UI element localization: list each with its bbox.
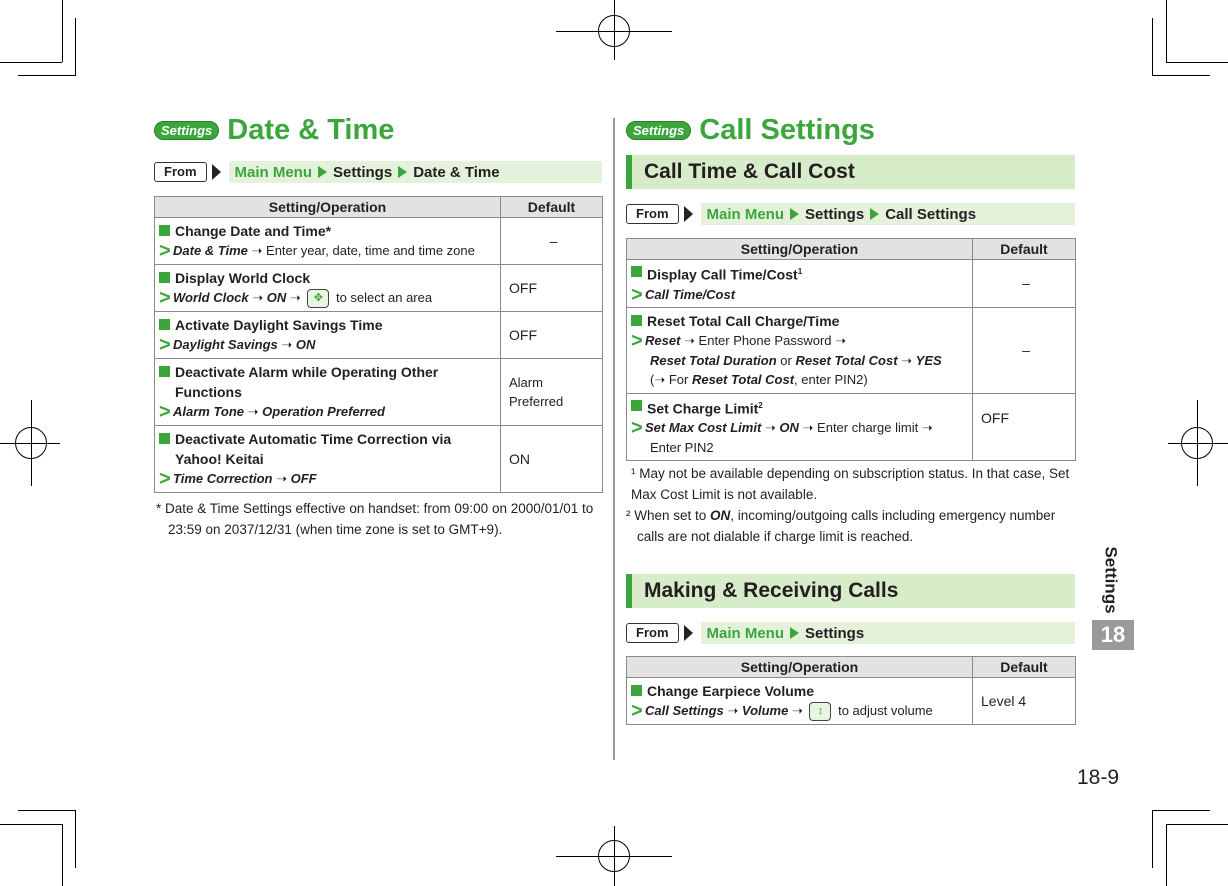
default-value: OFF [501, 312, 603, 359]
triangle-right-icon [870, 208, 879, 220]
arrow-icon [684, 625, 693, 641]
menu-path [626, 203, 1075, 225]
footnote [626, 505, 1077, 547]
section-heading [154, 114, 394, 147]
footnote-text: ² When set to [626, 508, 711, 523]
operation-text: ➝ Enter charge limit ➝ [798, 420, 933, 436]
operation-step: OFF [290, 471, 317, 486]
setting-title: Activate Daylight Savings Time [175, 317, 383, 333]
page-number: 18-9 [1077, 766, 1120, 789]
operation-text: Enter PIN2 [650, 440, 714, 456]
accent-edge [626, 155, 632, 189]
triangle-right-icon [398, 166, 407, 178]
operation-text: (➝ For [650, 372, 692, 388]
section-heading [626, 114, 875, 147]
operation-step: Time Correction [173, 471, 273, 486]
crop-mark [0, 824, 62, 825]
breadcrumb-item: Call Settings [885, 205, 977, 223]
breadcrumb-item: Date & Time [413, 163, 500, 181]
setting-title: Change Date and Time* [175, 223, 332, 239]
column-divider [613, 118, 615, 760]
crop-mark [1166, 0, 1167, 62]
chevron-right-icon: > [631, 417, 643, 440]
crop-mark [62, 824, 63, 886]
navigation-key-icon: ↕ [809, 702, 831, 721]
operation-step: Call Time/Cost [645, 286, 736, 302]
column-header: Setting/Operation [155, 197, 501, 218]
subsection-bar [626, 574, 1075, 608]
page-title: Call Settings [699, 114, 875, 146]
setting-title: Deactivate Alarm while Operating Other Functions [175, 364, 439, 400]
chevron-right-icon: > [631, 330, 643, 353]
bullet-icon [159, 433, 170, 444]
footnote-emphasis: ON [710, 508, 731, 523]
setting-title: Display World Clock [175, 269, 311, 286]
from-label: From [626, 623, 679, 643]
breadcrumb [701, 622, 1076, 644]
footnote: ¹ May not be available depending on subscription status. In that case, Set Max Cost Limit is not available. [631, 466, 1070, 502]
chevron-right-icon: > [159, 334, 171, 356]
crop-mark [1197, 400, 1198, 486]
crop-mark [614, 0, 615, 60]
operation-step: Operation Preferred [262, 404, 385, 419]
bullet-icon [631, 685, 642, 696]
bullet-icon [631, 266, 642, 277]
crop-mark [1166, 824, 1167, 886]
column-header: Default [973, 657, 1076, 678]
settings-badge: Settings [154, 121, 219, 140]
operation-step: Reset Total Cost [795, 353, 898, 369]
chevron-right-icon: > [631, 283, 643, 306]
from-label: From [626, 204, 679, 224]
table-row [155, 265, 603, 312]
table-row [155, 426, 603, 493]
operation-text: ➝ [272, 471, 291, 486]
crop-mark [1166, 62, 1228, 63]
default-value: OFF [501, 265, 603, 312]
operation-text: ➝ [277, 337, 296, 352]
operation-step: World Clock [173, 289, 249, 305]
operation-step: Reset Total Duration [650, 353, 777, 369]
table-row [155, 218, 603, 265]
operation-text: to select an area [332, 289, 433, 305]
from-label: From [154, 162, 207, 182]
operation-step: Date & Time [173, 243, 248, 258]
crop-mark [18, 75, 76, 76]
breadcrumb-item: Main Menu [706, 624, 784, 642]
default-value: OFF [973, 393, 1076, 460]
menu-path [626, 622, 1075, 644]
setting-title: Deactivate Automatic Time Correction via Yahoo! Keitai [175, 431, 452, 467]
default-value: Alarm Preferred [501, 359, 603, 426]
crop-mark [0, 443, 60, 444]
column-header: Setting/Operation [627, 657, 973, 678]
operation-text: to adjust volume [834, 702, 933, 718]
settings-table [626, 238, 1076, 461]
crop-mark [1168, 443, 1228, 444]
setting-title: Display Call Time/Cost [647, 266, 798, 283]
footnote-text: , incoming/outgoing calls including emergency number calls are not dialable if charge limit is reached. [637, 508, 1056, 544]
bullet-icon [631, 315, 642, 326]
column-header: Setting/Operation [627, 239, 973, 260]
chevron-right-icon: > [159, 401, 171, 423]
setting-title: Reset Total Call Charge/Time [647, 313, 840, 330]
operation-step: Volume [741, 702, 789, 718]
bullet-icon [159, 319, 170, 330]
breadcrumb-item: Settings [805, 205, 865, 223]
breadcrumb [229, 161, 603, 183]
crop-mark [1152, 18, 1153, 76]
operation-text: ➝ [248, 289, 267, 305]
triangle-right-icon [790, 208, 799, 220]
chevron-right-icon: > [631, 699, 643, 722]
default-value: – [501, 218, 603, 265]
breadcrumb-item: Main Menu [706, 205, 784, 223]
operation-text: ➝ [761, 420, 780, 436]
chapter-label-text: Settings [1102, 546, 1121, 614]
table-row [155, 312, 603, 359]
breadcrumb-item: Main Menu [234, 163, 312, 181]
table-row [627, 307, 1076, 393]
crop-mark [1152, 75, 1210, 76]
crop-mark [1152, 810, 1210, 811]
operation-text: , enter PIN2) [794, 372, 868, 388]
chevron-right-icon: > [159, 468, 171, 490]
triangle-right-icon [790, 627, 799, 639]
subsection-title: Making & Receiving Calls [644, 579, 899, 602]
bullet-icon [159, 225, 170, 236]
footnote-ref: 1 [797, 267, 803, 276]
crop-mark [75, 18, 76, 76]
default-value: – [973, 260, 1076, 308]
settings-badge: Settings [626, 121, 691, 140]
operation-step: Call Settings [645, 702, 724, 718]
settings-table [626, 656, 1076, 725]
arrow-icon [212, 164, 221, 180]
crop-mark [31, 400, 32, 486]
operation-text: ➝ Enter year, date, time and time zone [247, 243, 475, 258]
chevron-right-icon: > [159, 240, 171, 262]
arrow-icon [684, 206, 693, 222]
footnote-ref: 2 [758, 400, 763, 410]
operation-step: Reset Total Cost [691, 372, 795, 388]
bullet-icon [159, 272, 170, 283]
crop-mark [18, 810, 76, 811]
bullet-icon [631, 400, 642, 411]
operation-step: ON [779, 420, 799, 436]
operation-step: Set Max Cost Limit [645, 420, 762, 436]
table-row [155, 359, 603, 426]
chevron-right-icon: > [159, 286, 171, 309]
menu-path [154, 161, 602, 183]
operation-step: Alarm Tone [173, 404, 245, 419]
page-title: Date & Time [227, 114, 395, 146]
chapter-tab: 18 [1092, 620, 1134, 650]
bullet-icon [159, 366, 170, 377]
breadcrumb-item: Settings [805, 624, 865, 642]
navigation-key-icon: ✥ [307, 289, 329, 308]
setting-title: Set Charge Limit [647, 400, 759, 417]
triangle-right-icon [318, 166, 327, 178]
operation-text: ➝ Enter Phone Password ➝ [680, 333, 847, 349]
crop-mark [1166, 824, 1228, 825]
operation-text: ➝ [897, 353, 916, 369]
table-row [627, 260, 1076, 308]
accent-edge [626, 574, 632, 608]
subsection-title: Call Time & Call Cost [644, 160, 855, 183]
crop-mark [614, 826, 615, 886]
default-value: – [973, 307, 1076, 393]
crop-mark [1152, 810, 1153, 868]
table-row [627, 393, 1076, 460]
setting-title: Change Earpiece Volume [647, 682, 815, 699]
default-value: Level 4 [973, 678, 1076, 725]
footnote: * Date & Time Settings effective on handset: from 09:00 on 2000/01/01 to 23:59 on 2037/12/31 (when time zone is set to GMT+9). [156, 501, 594, 537]
settings-table [154, 196, 603, 493]
operation-step: Daylight Savings [173, 337, 278, 352]
crop-mark [0, 62, 62, 63]
breadcrumb [701, 203, 1076, 225]
crop-mark [62, 0, 63, 62]
operation-step: YES [915, 353, 942, 369]
operation-step: ON [266, 289, 287, 305]
column-header: Default [973, 239, 1076, 260]
operation-text: ➝ [244, 404, 263, 419]
operation-text: ➝ [723, 702, 742, 718]
operation-text: ➝ [286, 289, 305, 305]
column-header: Default [501, 197, 603, 218]
operation-text: or [776, 353, 796, 369]
chapter-label [1096, 545, 1126, 615]
table-row [627, 678, 1076, 725]
operation-text: ➝ [788, 702, 807, 718]
crop-mark [75, 810, 76, 868]
subsection-bar [626, 155, 1075, 189]
operation-step: Reset [645, 333, 681, 349]
breadcrumb-item: Settings [333, 163, 393, 181]
operation-step: ON [295, 337, 316, 352]
default-value: ON [501, 426, 603, 493]
